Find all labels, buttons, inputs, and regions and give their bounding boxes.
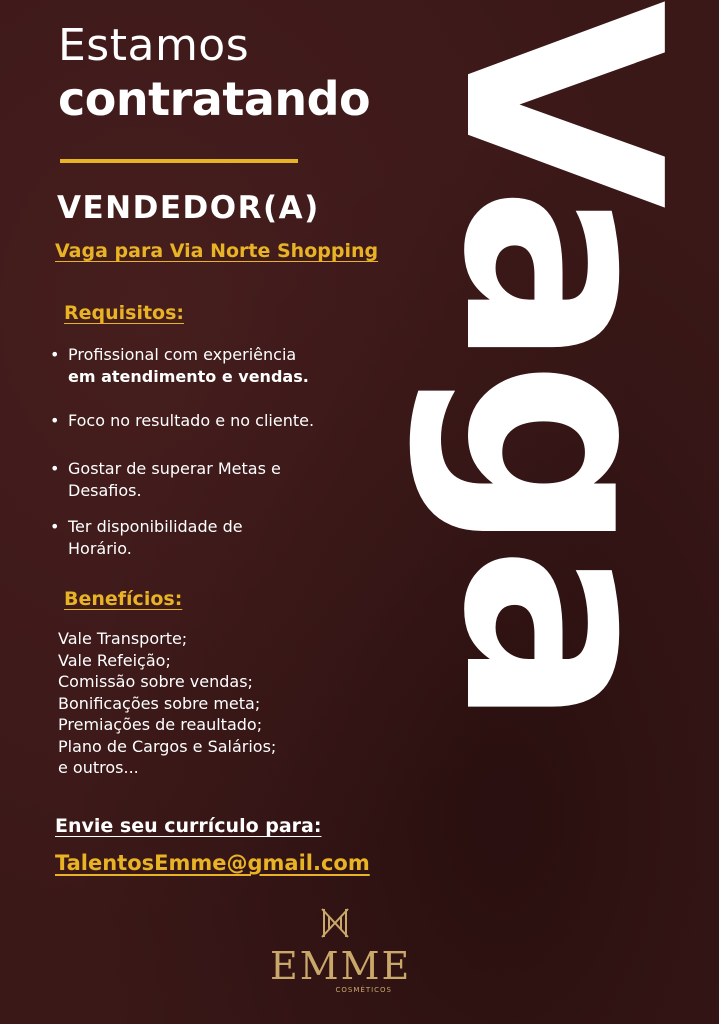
vaga-vertical-word — [404, 0, 719, 1024]
contact-email-link[interactable]: TalentosEmme@gmail.com — [55, 851, 370, 875]
requirement-text: Profissional com experiência — [68, 345, 297, 364]
logo-name: EMME — [270, 944, 412, 988]
requirement-item — [50, 410, 380, 432]
requirement-item — [50, 458, 348, 502]
requirement-item — [50, 344, 380, 388]
benefit-item: e outros... — [58, 758, 139, 777]
requirement-text: Foco no resultado e no cliente. — [68, 411, 315, 430]
job-location: Vaga para Via Norte Shopping — [55, 240, 379, 262]
job-title: VENDEDOR(A) — [57, 190, 320, 226]
benefit-item: Vale Transporte; — [58, 629, 188, 648]
benefits-list — [58, 628, 276, 779]
benefit-item: Vale Refeição; — [58, 650, 171, 670]
requirements-heading: Requisitos: — [64, 302, 185, 324]
benefit-item: Premiações de reaultado; — [58, 715, 263, 734]
requirement-text: Gostar de superar Metas e Desafios. — [68, 459, 281, 500]
send-resume-heading: Envie seu currículo para: — [55, 815, 322, 837]
requirement-item — [50, 516, 308, 560]
requirement-bold-text: em atendimento e vendas. — [68, 367, 309, 386]
benefit-item: Plano de Cargos e Salários; — [58, 736, 277, 756]
benefit-item: Comissão sobre vendas; — [58, 672, 253, 691]
benefits-heading: Benefícios: — [64, 588, 183, 610]
emme-monogram-icon — [318, 906, 352, 940]
vaga-vertical-text: Vaga — [404, 0, 719, 720]
gold-divider — [60, 159, 298, 163]
benefit-item: Bonificações sobre meta; — [58, 693, 261, 713]
headline-bold: contratando — [58, 72, 371, 126]
requirements-list — [50, 344, 380, 560]
headline-light: Estamos — [58, 20, 250, 71]
emme-logo — [270, 906, 412, 1006]
logo-subtitle: COSMÉTICOS — [335, 986, 392, 994]
requirement-text: Ter disponibilidade de Horário. — [68, 517, 243, 558]
